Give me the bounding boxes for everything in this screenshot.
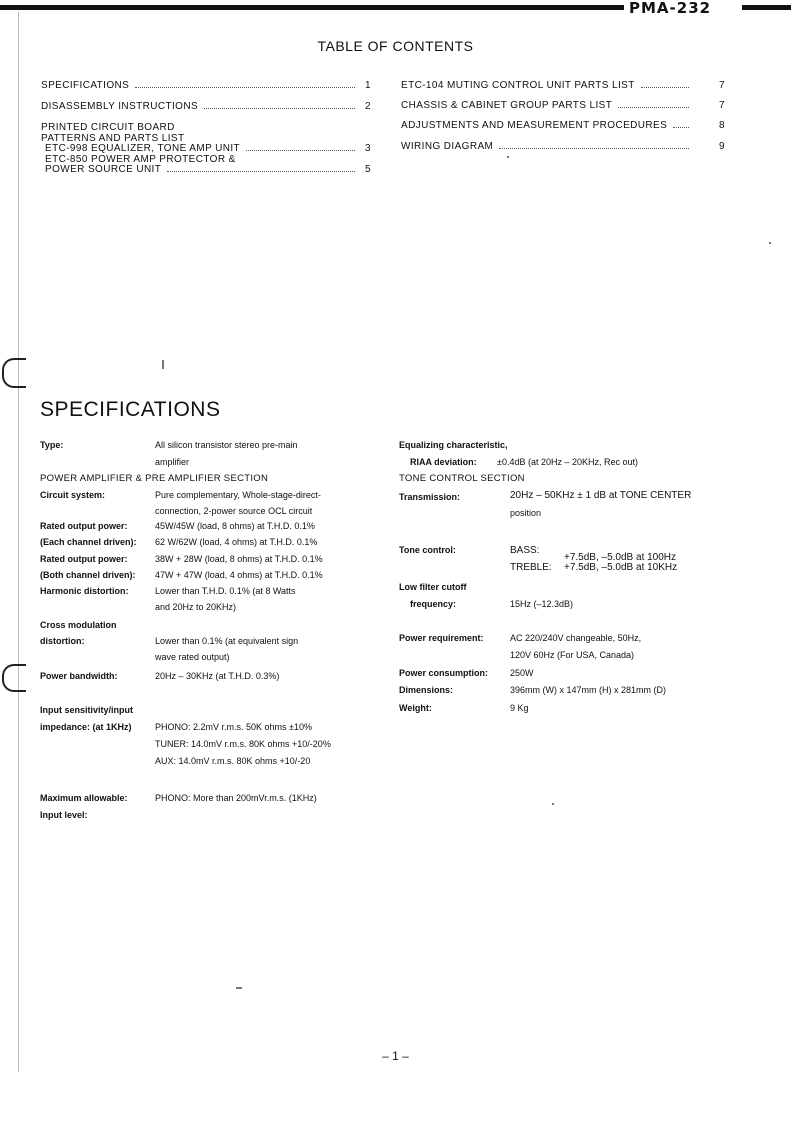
- spec-label: Power requirement:: [399, 633, 484, 643]
- spec-value: 62 W/62W (load, 4 ohms) at T.H.D. 0.1%: [155, 537, 318, 547]
- toc-entry[interactable]: [401, 120, 725, 133]
- spec-value: 250W: [510, 668, 534, 678]
- toc-left-column: [41, 80, 371, 176]
- header-bar-end: [742, 5, 791, 10]
- spec-label: Circuit system:: [40, 490, 106, 500]
- spec-value: ±0.4dB (at 20Hz – 20KHz, Rec out): [497, 457, 639, 467]
- toc-heading: PATTERNS AND PARTS LIST: [41, 132, 185, 144]
- scan-mark: [2, 358, 26, 388]
- spec-value: 120V 60Hz (For USA, Canada): [510, 650, 635, 660]
- toc-entry-page: 7: [719, 100, 725, 111]
- toc-entry[interactable]: [401, 80, 725, 93]
- spec-value: PHONO: More than 200mVr.m.s. (1KHz): [155, 793, 317, 803]
- spec-label: Input sensitivity/input: [40, 705, 134, 715]
- spec-label: BASS:: [510, 545, 540, 556]
- leader-dots: [246, 150, 355, 151]
- spec-value: wave rated output): [155, 652, 230, 662]
- header-bar: [0, 5, 624, 10]
- toc-entry-page: 2: [365, 101, 371, 112]
- toc-entry[interactable]: [41, 80, 371, 93]
- spec-value: amplifier: [155, 457, 190, 467]
- spec-value: AUX: 14.0mV r.m.s. 80K ohms +10/-20: [155, 756, 311, 766]
- spec-label: distortion:: [40, 636, 85, 646]
- spec-label: Transmission:: [399, 492, 461, 502]
- spec-label: Power consumption:: [399, 668, 489, 678]
- spec-label: Cross modulation: [40, 620, 117, 630]
- toc-entry-label: ETC-104 MUTING CONTROL UNIT PARTS LIST: [401, 80, 635, 91]
- spec-value: PHONO: 2.2mV r.m.s. 50K ohms ±10%: [155, 722, 312, 732]
- spec-value: and 20Hz to 20KHz): [155, 602, 237, 612]
- spec-value: +7.5dB, –5.0dB at 10KHz: [564, 562, 678, 573]
- toc-entry-label: SPECIFICATIONS: [41, 80, 130, 91]
- spec-label: Rated output power:: [40, 521, 128, 531]
- binding-edge-line: [18, 12, 19, 1072]
- spec-label: Weight:: [399, 703, 432, 713]
- spec-label: RIAA deviation:: [410, 457, 477, 467]
- spec-label: Low filter cutoff: [399, 582, 467, 592]
- toc-entry-label: CHASSIS & CABINET GROUP PARTS LIST: [401, 100, 613, 111]
- toc-entry[interactable]: [41, 144, 371, 155]
- spec-value: 396mm (W) x 147mm (H) x 281mm (D): [510, 685, 667, 695]
- spec-value: 20Hz – 30KHz (at T.H.D. 0.3%): [155, 671, 280, 681]
- spec-value: Lower than T.H.D. 0.1% (at 8 Watts: [155, 586, 296, 596]
- toc-entry-page: 8: [719, 120, 725, 131]
- toc-title: TABLE OF CONTENTS: [317, 38, 474, 54]
- spec-value: 15Hz (–12.3dB): [510, 599, 574, 609]
- scan-speck: [552, 803, 554, 805]
- scan-speck: [507, 156, 509, 158]
- specifications-title: SPECIFICATIONS: [40, 398, 221, 421]
- toc-entry[interactable]: [41, 101, 371, 114]
- spec-value: connection, 2-power source OCL circuit: [155, 506, 313, 516]
- leader-dots: [499, 148, 689, 149]
- toc-entry[interactable]: [41, 165, 371, 176]
- toc-entry-label: ETC-850 POWER AMP PROTECTOR &: [45, 153, 236, 165]
- spec-label: frequency:: [410, 599, 457, 609]
- toc-entry-page: 1: [365, 80, 371, 91]
- spec-value: 38W + 28W (load, 8 ohms) at T.H.D. 0.1%: [155, 554, 323, 564]
- toc-entry-label: WIRING DIAGRAM: [401, 141, 494, 152]
- spec-label: Input level:: [40, 810, 88, 820]
- scan-speck: [769, 242, 771, 244]
- spec-value: position: [510, 508, 542, 518]
- toc-entry-page: 9: [719, 141, 725, 152]
- toc-entry-label: ADJUSTMENTS AND MEASUREMENT PROCEDURES: [401, 120, 668, 131]
- spec-label: impedance: (at 1KHz): [40, 722, 132, 732]
- leader-dots: [618, 107, 689, 108]
- spec-label: (Each channel driven):: [40, 537, 137, 547]
- toc-entry-page: 3: [365, 143, 371, 154]
- spec-label: Tone control:: [399, 545, 456, 555]
- spec-value: AC 220/240V changeable, 50Hz,: [510, 633, 642, 643]
- toc-entry[interactable]: [401, 100, 725, 113]
- page-number: – 1 –: [382, 1049, 409, 1063]
- spec-label: Power bandwidth:: [40, 671, 118, 681]
- spec-value: 45W/45W (load, 8 ohms) at T.H.D. 0.1%: [155, 521, 315, 531]
- leader-dots: [167, 171, 355, 172]
- toc-entry-label: POWER SOURCE UNIT: [45, 164, 162, 175]
- spec-value: 20Hz – 50KHz ± 1 dB at TONE CENTER: [510, 490, 692, 501]
- leader-dots: [135, 87, 355, 88]
- spec-label: Equalizing characteristic,: [399, 440, 508, 450]
- scan-speck: [162, 360, 164, 369]
- section-heading: TONE CONTROL SECTION: [399, 473, 525, 484]
- toc-right-column: [401, 80, 725, 154]
- spec-label: Rated output power:: [40, 554, 128, 564]
- model-number: PMA-232: [629, 0, 712, 17]
- scan-speck: [236, 987, 242, 989]
- spec-value: Pure complementary, Whole-stage-direct-: [155, 490, 321, 500]
- spec-value: 47W + 47W (load, 4 ohms) at T.H.D. 0.1%: [155, 570, 323, 580]
- toc-entry-page: 5: [365, 164, 371, 175]
- spec-label: Dimensions:: [399, 685, 454, 695]
- leader-dots: [204, 108, 355, 109]
- toc-entry-page: 7: [719, 80, 725, 91]
- leader-dots: [673, 127, 689, 128]
- section-heading: POWER AMPLIFIER & PRE AMPLIFIER SECTION: [40, 473, 269, 484]
- spec-value: TUNER: 14.0mV r.m.s. 80K ohms +10/-20%: [155, 739, 331, 749]
- spec-label: (Both channel driven):: [40, 570, 136, 580]
- toc-entry[interactable]: [401, 141, 725, 154]
- spec-label: Harmonic distortion:: [40, 586, 129, 596]
- spec-label: TREBLE:: [510, 562, 552, 573]
- toc-entry-label: DISASSEMBLY INSTRUCTIONS: [41, 101, 199, 112]
- leader-dots: [641, 87, 689, 88]
- toc-entry-label: ETC-998 EQUALIZER, TONE AMP UNIT: [45, 143, 241, 154]
- spec-label: Maximum allowable:: [40, 793, 128, 803]
- spec-value: All silicon transistor stereo pre-main: [155, 440, 298, 450]
- spec-label: Type:: [40, 440, 64, 450]
- toc-heading: PRINTED CIRCUIT BOARD: [41, 122, 175, 133]
- spec-value: +7.5dB, –5.0dB at 100Hz: [564, 552, 677, 563]
- spec-value: Lower than 0.1% (at equivalent sign: [155, 636, 299, 646]
- scan-mark: [2, 664, 26, 692]
- spec-value: 9 Kg: [510, 703, 529, 713]
